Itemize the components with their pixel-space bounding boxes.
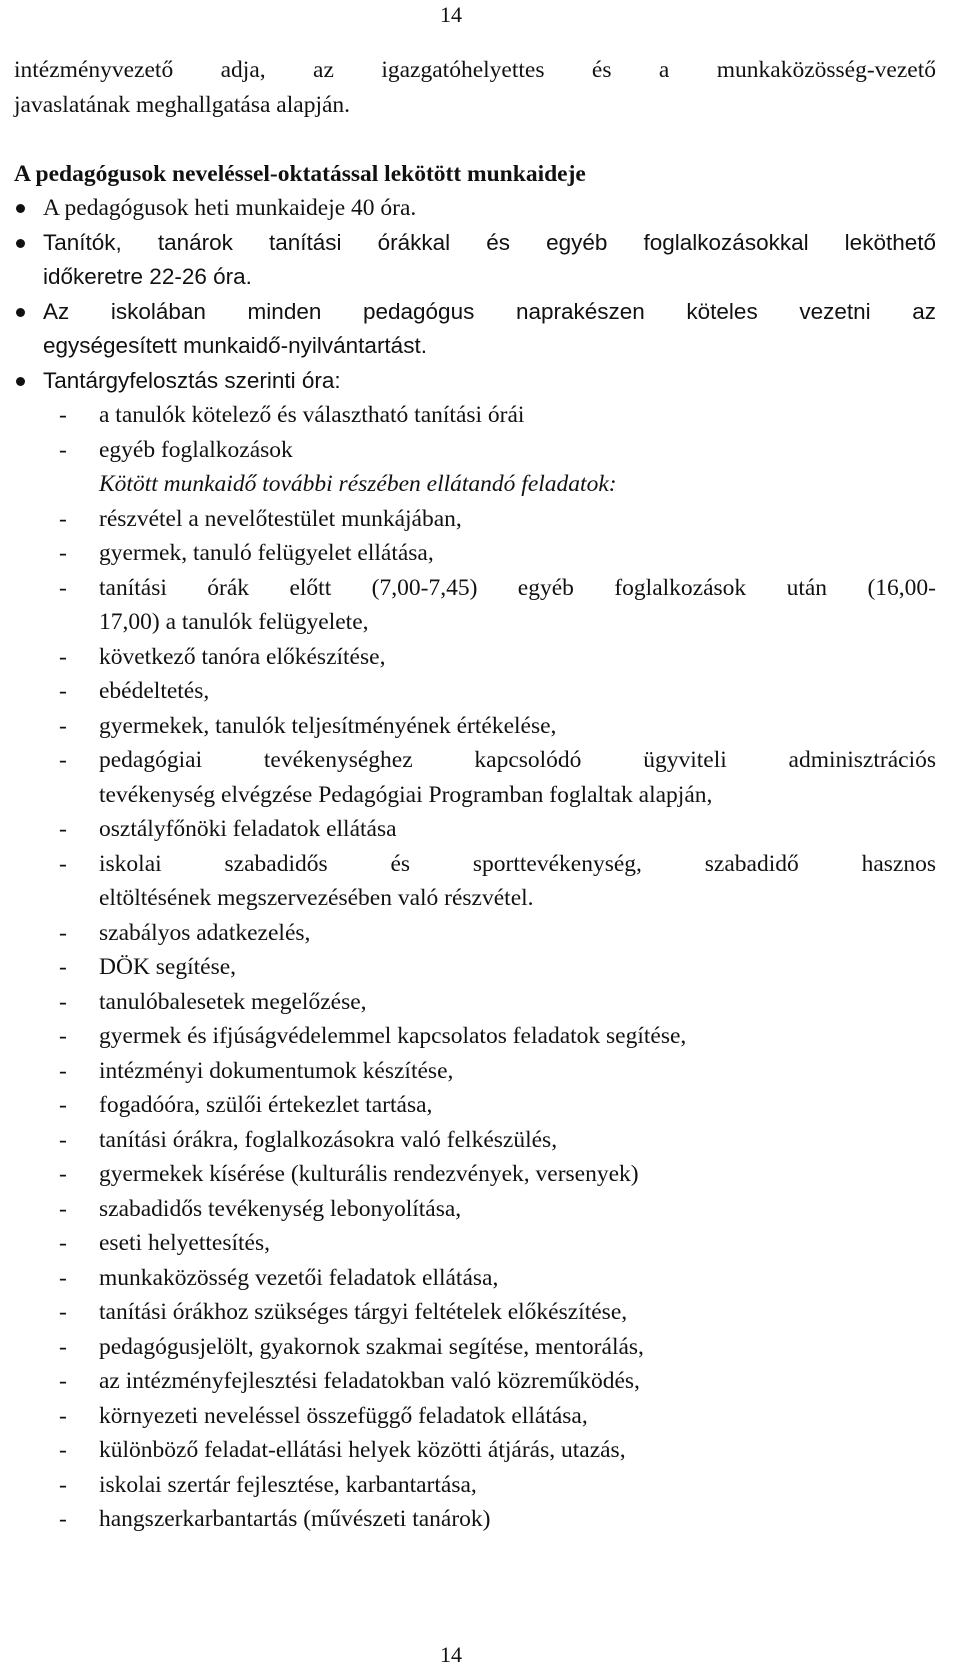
dash-marker: -	[59, 1092, 67, 1118]
dash-marker: -	[59, 1299, 67, 1325]
dash-marker: -	[59, 954, 67, 980]
page-number-bottom: 14	[440, 1642, 462, 1667]
list-item-text: gyermek és ifjúságvédelemmel kapcsolatos feladatok segítése,	[99, 1023, 687, 1049]
list-item-text: hangszerkarbantartás (művészeti tanárok)	[99, 1506, 491, 1532]
list-item	[59, 950, 936, 985]
dash-marker: -	[59, 1402, 67, 1429]
bullet-text: A pedagógusok heti munkaideje 40 óra.	[43, 195, 417, 221]
list-item-text: különböző feladat-ellátási helyek közötti átjárás, utazás,	[99, 1437, 626, 1463]
list-item-text: egyéb foglalkozások	[99, 436, 293, 463]
dash-marker: -	[59, 678, 67, 704]
bullet-icon	[14, 295, 43, 330]
dash-marker: -	[59, 574, 67, 601]
list-item-text: pedagógusjelölt, gyakornok szakmai segítése, mentorálás,	[99, 1333, 644, 1360]
list-item	[59, 674, 936, 709]
list-item-text: munkaközösség vezetői feladatok ellátása,	[99, 1264, 499, 1291]
list-item	[59, 985, 936, 1020]
list-item	[59, 916, 936, 951]
list-item	[59, 1226, 936, 1261]
dash-marker: -	[59, 1161, 67, 1187]
list-item	[59, 743, 936, 778]
list-item	[59, 1468, 936, 1503]
bullet-text: Tantárgyfelosztás szerinti óra:	[43, 367, 341, 393]
list-item-text: eseti helyettesítés,	[99, 1230, 270, 1256]
list-item-text: osztályfőnöki feladatok ellátása	[99, 816, 397, 842]
dash-marker: -	[59, 505, 67, 532]
list-item-text: iskolai szabadidős és sporttevékenység, szabadidő hasznos	[99, 850, 936, 877]
list-item	[59, 1502, 936, 1537]
list-item-text: tanítási órák előtt (7,00-7,45) egyéb foglalkozások után (16,00-	[99, 574, 936, 601]
bullet-text: Az iskolában minden pedagógus naprakészen köteles vezetni az	[43, 298, 936, 324]
list-item	[59, 1330, 936, 1365]
list-item	[59, 812, 936, 847]
dash-marker: -	[59, 712, 67, 739]
dash-marker: -	[59, 1057, 67, 1084]
bullet-item-weekly-hours	[14, 191, 936, 226]
list-item	[59, 709, 936, 744]
bullet-text-continuation: egységesített munkaidő-nyilvántartást.	[43, 333, 427, 358]
list-item-continuation: 17,00) a tanulók felügyelete,	[99, 609, 369, 635]
list-item	[59, 1019, 936, 1054]
bullet-text-continuation: időkeretre 22-26 óra.	[43, 264, 252, 289]
bullet-icon	[14, 226, 43, 261]
page-number-top: 14	[440, 2, 462, 27]
bullet-text: Tanítók, tanárok tanítási órákkal és egyéb foglalkozásokkal leköthető	[43, 229, 936, 255]
bullet-icon	[14, 364, 43, 399]
list-item	[59, 536, 936, 571]
dash-marker: -	[59, 1023, 67, 1049]
list-item	[59, 502, 936, 537]
list-item-text: környezeti neveléssel összefüggő feladatok ellátása,	[99, 1402, 588, 1429]
dash-marker: -	[59, 1471, 67, 1498]
dash-marker: -	[59, 1230, 67, 1256]
list-item-text: részvétel a nevelőtestület munkájában,	[99, 505, 462, 532]
list-item	[59, 1088, 936, 1123]
dash-marker: -	[59, 919, 67, 946]
list-item-text: az intézményfejlesztési feladatokban való közreműködés,	[99, 1368, 640, 1394]
dash-marker: -	[59, 643, 67, 670]
list-item-text: gyermekek kísérése (kulturális rendezvények, versenyek)	[99, 1161, 639, 1187]
list-item	[59, 847, 936, 882]
list-item	[59, 1364, 936, 1399]
dash-marker: -	[59, 402, 67, 428]
bullet-item-time-record	[14, 295, 936, 330]
list-item-text: szabályos adatkezelés,	[99, 919, 311, 946]
dash-marker: -	[59, 540, 67, 566]
list-item-text: tanulóbalesetek megelőzése,	[99, 988, 367, 1015]
dash-marker: -	[59, 850, 67, 877]
dash-marker: -	[59, 1368, 67, 1394]
list-item-text: következő tanóra előkészítése,	[99, 643, 386, 670]
list-item	[59, 1157, 936, 1192]
document-body	[14, 53, 936, 1537]
list-item	[59, 1123, 936, 1158]
intro-line-1: intézményvezető adja, az igazgatóhelyettes és a munkaközösség-vezető	[14, 57, 936, 83]
list-item-text: gyermekek, tanulók teljesítményének értékelése,	[99, 712, 557, 739]
dash-marker: -	[59, 1437, 67, 1463]
list-item	[59, 1261, 936, 1296]
list-item	[59, 571, 936, 606]
list-item-text: tanítási órákra, foglalkozásokra való felkészülés,	[99, 1126, 558, 1153]
dash-marker: -	[59, 747, 67, 773]
list-item	[59, 1433, 936, 1468]
bullet-icon	[14, 191, 43, 226]
dash-marker: -	[59, 436, 67, 463]
list-item-text: ebédeltetés,	[99, 678, 210, 704]
dash-marker: -	[59, 1333, 67, 1360]
list-item-text: intézményi dokumentumok készítése,	[99, 1057, 454, 1084]
list-item-continuation: tevékenység elvégzése Pedagógiai Programban foglaltak alapján,	[99, 781, 713, 808]
dash-marker: -	[59, 988, 67, 1015]
list-item	[59, 1399, 936, 1434]
dash-marker: -	[59, 1264, 67, 1291]
blank-line	[14, 122, 936, 157]
list-item-text: fogadóóra, szülői értekezlet tartása,	[99, 1092, 433, 1118]
dash-marker: -	[59, 1126, 67, 1153]
dash-marker: -	[59, 1506, 67, 1532]
list-item	[59, 398, 936, 433]
list-item-continuation: eltöltésének megszervezésében való részvétel.	[99, 885, 534, 911]
list-item-text: gyermek, tanuló felügyelet ellátása,	[99, 540, 434, 566]
list-item	[59, 1295, 936, 1330]
list-item	[59, 1192, 936, 1227]
bullet-item-allocation	[14, 364, 936, 399]
dash-marker: -	[59, 816, 67, 842]
list-item-text: DÖK segítése,	[99, 954, 237, 980]
list-item-text: szabadidős tevékenység lebonyolítása,	[99, 1195, 462, 1222]
list-item-text: tanítási órákhoz szükséges tárgyi feltételek előkészítése,	[99, 1299, 628, 1325]
section-heading: A pedagógusok neveléssel-oktatással lekötött munkaideje	[14, 160, 586, 187]
bullet-item-teaching-hours	[14, 226, 936, 261]
list-item-text: iskolai szertár fejlesztése, karbantartása,	[99, 1471, 477, 1498]
list-item-text: a tanulók kötelező és választható tanítási órái	[99, 402, 525, 428]
list-item	[59, 433, 936, 468]
intro-line-2: javaslatának meghallgatása alapján.	[14, 91, 351, 118]
list-item	[59, 1054, 936, 1089]
list-item	[59, 640, 936, 675]
subheading: Kötött munkaidő további részében ellátandó feladatok:	[99, 471, 617, 497]
list-item-text: pedagógiai tevékenységhez kapcsolódó ügyviteli adminisztrációs	[99, 747, 936, 773]
dash-marker: -	[59, 1195, 67, 1222]
